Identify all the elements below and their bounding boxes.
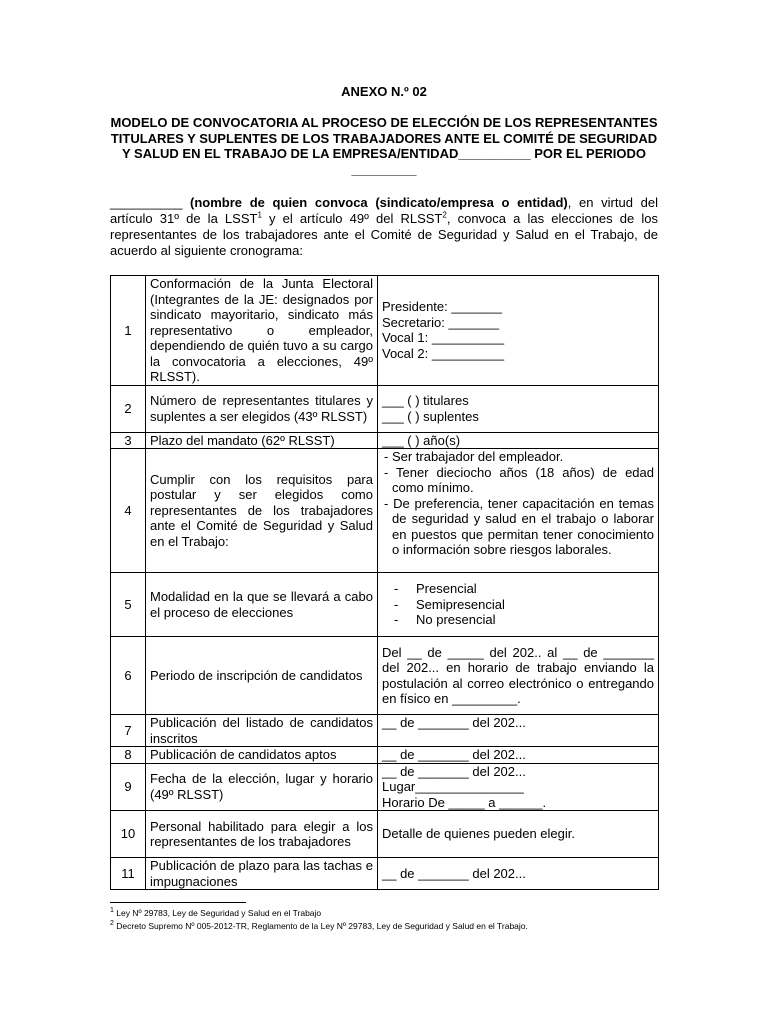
modality-list	[382, 581, 654, 628]
row-value	[378, 858, 659, 890]
document-page	[110, 84, 658, 890]
modality-option: Semipresencial	[416, 596, 505, 612]
row-number: 7	[111, 715, 146, 747]
footnote-ref-2: 2	[442, 210, 447, 220]
table-row	[111, 811, 659, 858]
list-item: - Ser trabajador del empleador.	[384, 449, 564, 464]
row-description: Plazo del mandato (62º RLSST)	[146, 432, 378, 449]
requirements-list	[382, 449, 654, 558]
row-number: 4	[111, 449, 146, 573]
intro-blank: __________	[110, 195, 183, 210]
row-description: Publicación de plazo para las tachas e impugnaciones	[146, 858, 378, 890]
dash-bullet: -	[394, 596, 399, 612]
table-row	[111, 715, 659, 747]
row-value	[378, 573, 659, 637]
value-line: Vocal 2: __________	[382, 345, 505, 361]
row-description: Modalidad en la que se llevará a cabo el proceso de elecciones	[146, 573, 378, 637]
row-value	[378, 811, 659, 858]
list-item	[394, 597, 654, 613]
table-row	[111, 385, 659, 432]
value-line: __ de _______ del 202...	[382, 763, 526, 779]
dash-bullet: -	[394, 612, 399, 628]
intro-text-3: , convoca a las elecciones de los representantes de los trabajadores ante el Comité de Seguridad y Salud en el Trabajo, de acuerdo al siguiente cronograma:	[110, 211, 658, 258]
list-item: - Tener dieciocho años (18 años) de edad como mínimo.	[384, 464, 654, 495]
footnote-1	[110, 907, 670, 920]
table-row	[111, 637, 659, 715]
row-value	[378, 276, 659, 386]
row-description: Publicación de candidatos aptos	[146, 747, 378, 764]
document-title: MODELO DE CONVOCATORIA AL PROCESO DE ELECCIÓN DE LOS REPRESENTANTES TITULARES Y SUPLENTES DE LOS TRABAJADORES ANTE EL COMITÉ DE SEGURIDAD Y SALUD EN EL TRABAJO DE LA EMPRESA/ENTIDAD__________ POR EL PERIODO _________	[110, 115, 658, 177]
table-row	[111, 573, 659, 637]
table-row	[111, 276, 659, 386]
list-item	[394, 612, 654, 628]
value-line: __ de _______ del 202...	[382, 715, 526, 730]
footnote-mark: 2	[110, 920, 114, 928]
intro-paragraph	[110, 195, 658, 259]
row-description: Conformación de la Junta Electoral (Integrantes de la JE: designados por sindicato mayoritario, sindicato más representativo o empleador, dependiendo de quién tuvo a su cargo la convocatoria a elecciones, 49º RLSST).	[146, 276, 378, 386]
table-row	[111, 432, 659, 449]
footnote-mark: 1	[110, 907, 114, 915]
value-line: Secretario: _______	[382, 314, 500, 330]
annex-heading: ANEXO N.º 02	[341, 84, 427, 99]
value-line: __ de _______ del 202...	[382, 747, 526, 762]
row-description: Publicación del listado de candidatos inscritos	[146, 715, 378, 747]
schedule-table	[110, 275, 659, 890]
footnotes	[110, 902, 670, 933]
modality-option: No presencial	[416, 612, 496, 628]
intro-text-1: , en virtud del artículo 31º de la LSST	[110, 195, 659, 226]
row-number: 3	[111, 432, 146, 449]
row-description: Número de representantes titulares y suplentes a ser elegidos (43º RLSST)	[146, 385, 378, 432]
row-number: 9	[111, 763, 146, 811]
modality-option: Presencial	[416, 581, 477, 597]
table-row	[111, 763, 659, 811]
row-number: 5	[111, 573, 146, 637]
row-number: 1	[111, 276, 146, 386]
row-number: 10	[111, 811, 146, 858]
row-number: 2	[111, 385, 146, 432]
row-description: Personal habilitado para elegir a los representantes de los trabajadores	[146, 811, 378, 858]
list-item: - De preferencia, tener capacitación en temas de seguridad y salud en el trabajo o laborar en puestos que permitan tener conocimiento o información sobre riesgos laborales.	[384, 495, 654, 557]
row-number: 11	[111, 858, 146, 890]
footnote-text: Decreto Supremo Nº 005-2012-TR, Reglamento de la Ley Nº 29783, Ley de Seguridad y Salud en el Trabajo.	[113, 921, 528, 931]
table-row	[111, 747, 659, 764]
row-description: Periodo de inscripción de candidatos	[146, 637, 378, 715]
value-line: Horario De _____ a ______.	[382, 794, 547, 810]
value-line: Lugar_______________	[382, 779, 524, 794]
value-line: Detalle de quienes pueden elegir.	[382, 826, 575, 842]
footnote-ref-1: 1	[257, 210, 262, 220]
row-value	[378, 385, 659, 432]
footnote-2	[110, 920, 670, 933]
intro-text-2: y el artículo 49º del RLSST	[261, 211, 443, 226]
value-line: ___ ( ) titulares	[382, 393, 469, 408]
value-line: ___ ( ) suplentes	[382, 408, 479, 424]
row-value	[378, 763, 659, 811]
value-line: Vocal 1: __________	[382, 330, 505, 346]
row-value: Del __ de _____ del 202.. al __ de _______ del 202... en horario de trabajo enviando la postulación al correo electrónico o entregando en físico en _________.	[378, 637, 659, 715]
footnote-text: Ley Nº 29783, Ley de Seguridad y Salud en el Trabajo	[113, 908, 322, 918]
row-description: Cumplir con los requisitos para postular y ser elegidos como representantes de los trabajadores ante el Comité de Seguridad y Salud en el Trabajo:	[146, 449, 378, 573]
row-value	[378, 715, 659, 747]
table-row	[111, 858, 659, 890]
row-value	[378, 449, 659, 573]
value-line: ___ ( ) año(s)	[382, 432, 461, 448]
value-line: Presidente: _______	[382, 299, 502, 315]
dash-bullet: -	[394, 581, 399, 597]
row-value	[378, 747, 659, 764]
list-item	[394, 581, 654, 597]
footnote-divider	[110, 902, 246, 903]
row-description: Fecha de la elección, lugar y horario (49º RLSST)	[146, 763, 378, 811]
table-row	[111, 449, 659, 573]
row-value	[378, 432, 659, 449]
intro-bold: (nombre de quien convoca (sindicato/empresa o entidad)	[182, 195, 568, 210]
row-number: 6	[111, 637, 146, 715]
value-line: __ de _______ del 202...	[382, 865, 526, 881]
row-number: 8	[111, 747, 146, 764]
